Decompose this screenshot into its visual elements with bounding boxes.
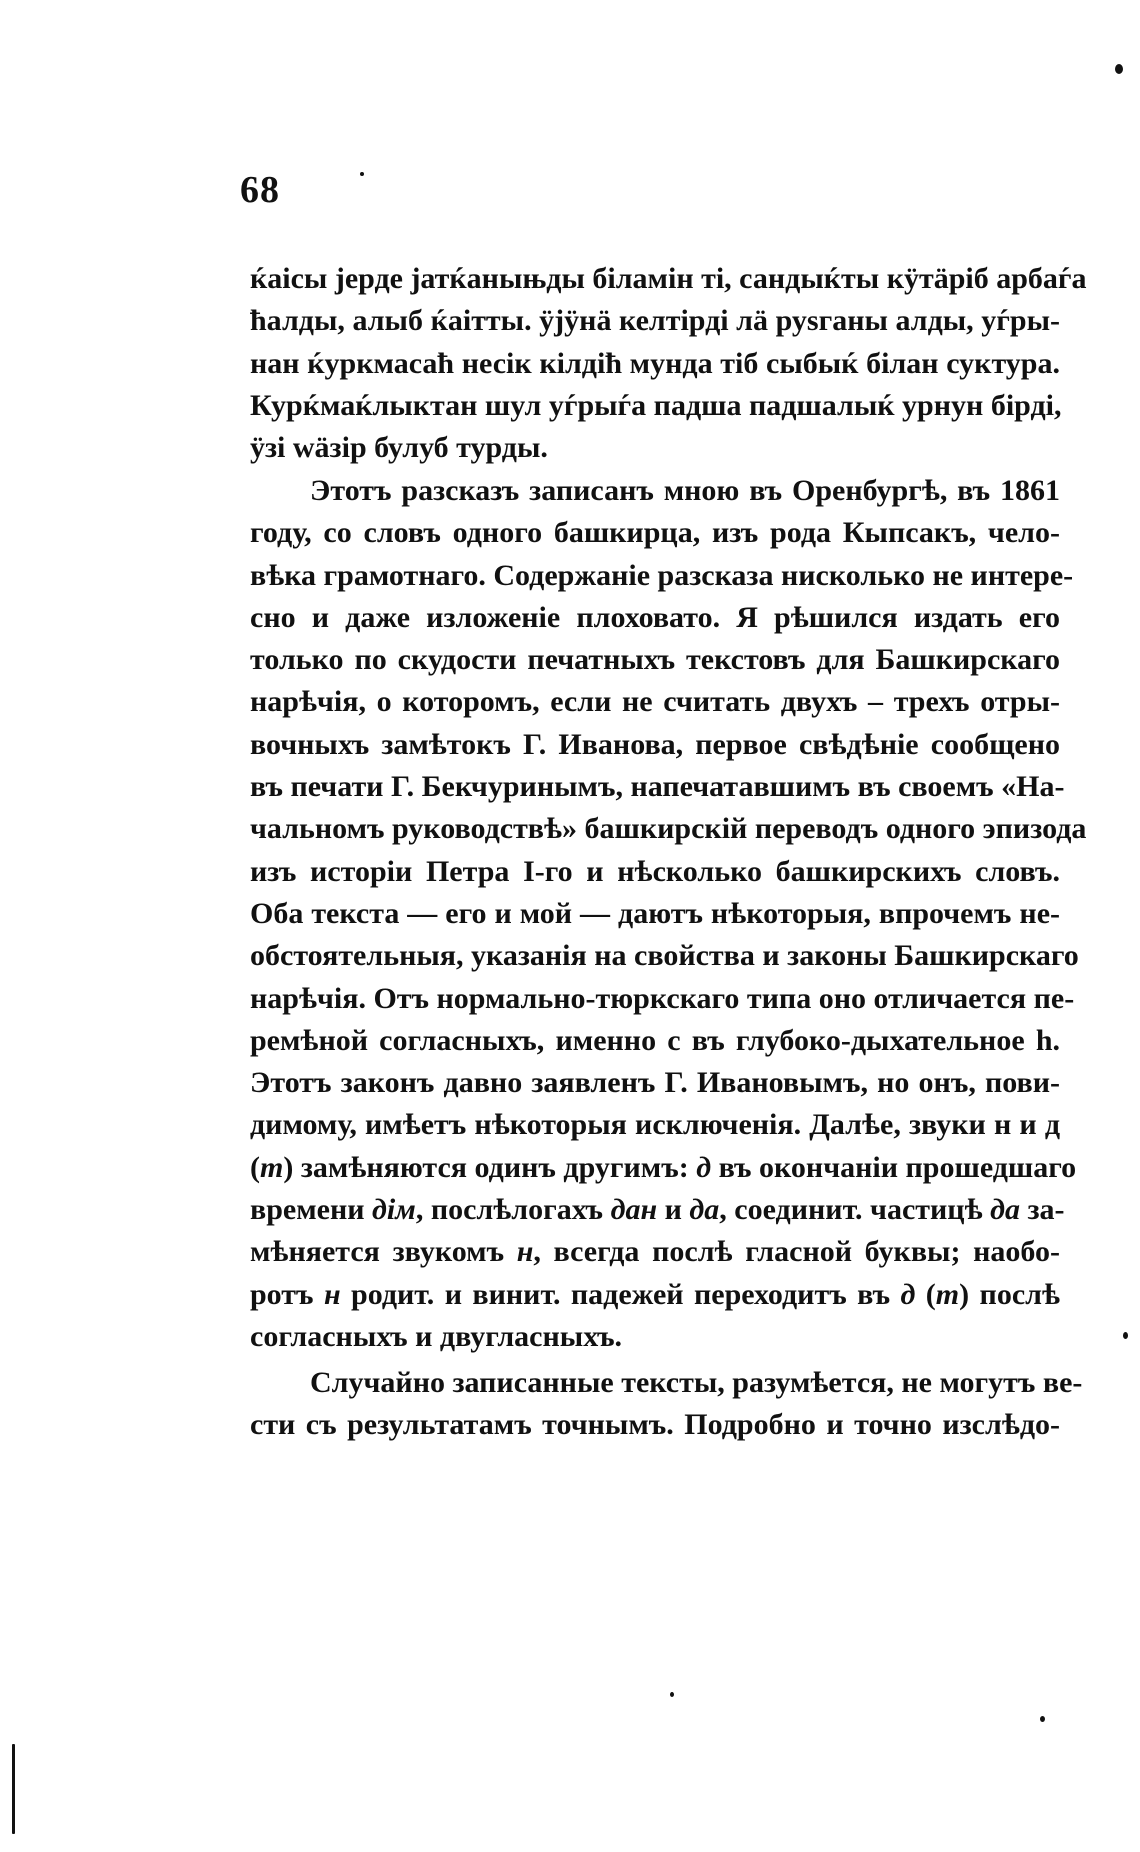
text-line: году, со словъ одного башкирца, изъ рода Кыпсакъ, чело-	[250, 516, 1060, 550]
paragraph-3	[250, 1362, 1083, 1447]
text-line: ќаісы јерде јатќаныњды біламін ті, сандыќты кӱтӓріб арбаѓа	[250, 262, 1087, 295]
italic-letter: н	[323, 1277, 341, 1311]
text-span: , соединит. частицѣ	[719, 1193, 991, 1227]
text-line: димому, имѣетъ нѣкоторыя исключенія. Далѣе, звуки н и д	[250, 1108, 1060, 1142]
text-span: , всегда послѣ гласной буквы; наобо-	[533, 1235, 1060, 1269]
italic-letter: т	[260, 1150, 284, 1184]
text-line: Случайно записанные тексты, разумѣется, не могутъ ве-	[310, 1366, 1083, 1399]
italic-word: дім	[372, 1193, 416, 1227]
text-line: вѣка грамотнаго. Содержаніе разсказа нисколько не интере-	[250, 558, 1074, 592]
text-line: Этотъ законъ давно заявленъ Г. Ивановымъ, но онъ, пови-	[250, 1066, 1060, 1100]
text-span: ) послѣ	[959, 1277, 1060, 1311]
text-line: чальномъ руководствѣ» башкирскій переводъ одного эпизода	[250, 812, 1087, 846]
text-line: ӱзі wӓзір булуб турды.	[250, 431, 548, 465]
text-span: и	[657, 1193, 690, 1227]
text-span: , послѣлогахъ	[415, 1193, 611, 1227]
italic-letter: т	[935, 1277, 960, 1311]
text-span: (	[250, 1150, 260, 1184]
text-line: вочныхъ замѣтокъ Г. Иванова, первое свѣдѣніе сообщено	[250, 727, 1060, 761]
italic-word: да	[689, 1193, 720, 1227]
text-line: согласныхъ и двугласныхъ.	[250, 1319, 623, 1353]
text-line: обстоятельныя, указанія на свойства и законы Башкирскаго	[250, 939, 1079, 973]
text-span: времени	[250, 1193, 373, 1227]
text-line: только по скудости печатныхъ текстовъ для Башкирскаго	[250, 643, 1060, 677]
page-number: 68	[240, 169, 280, 211]
italic-word: да	[990, 1193, 1020, 1227]
text-line: ћалды, алыб ќаітты. ӱјӱнӓ келтірді лӓ руѕганы алды, уѓры-	[250, 304, 1060, 338]
text-span: ) замѣняются одинъ другимъ:	[283, 1150, 697, 1184]
italic-word: дан	[610, 1193, 658, 1227]
text-span: родит. и винит. падежей переходитъ въ	[340, 1277, 901, 1311]
text-line: въ печати Г. Бекчуринымъ, напечатавшимъ въ своемъ «На-	[250, 770, 1065, 804]
text-line: Курќмаќлыктан шул уѓрыѓа падша падшалыќ урнун бірді,	[250, 388, 1062, 422]
paragraph-1	[250, 258, 1087, 469]
italic-letter: н	[516, 1235, 534, 1269]
text-line: Этотъ разсказъ записанъ мною въ Оренбургѣ, въ 1861	[310, 474, 1060, 507]
scan-mark	[12, 1744, 15, 1834]
text-line	[250, 1189, 1065, 1231]
text-line	[250, 1147, 1077, 1189]
scan-mark	[670, 1692, 674, 1697]
text-line: нарѣчія. Отъ нормально-тюркскаго типа оно отличается пе-	[250, 981, 1075, 1015]
text-span: за-	[1019, 1193, 1065, 1227]
text-span: ротъ	[250, 1277, 324, 1311]
paragraph-2	[250, 470, 1087, 1358]
italic-letter: д	[696, 1150, 712, 1184]
text-line	[250, 1231, 1060, 1273]
text-line	[250, 1274, 1060, 1316]
scan-mark	[1123, 1332, 1128, 1339]
text-line: нан ќуркмасаћ несік кілдіћ мунда тіб сыбыќ білан суктура.	[250, 346, 1060, 380]
text-line: ремѣной согласныхъ, именно с въ глубоко-дыхательное h.	[250, 1023, 1060, 1057]
text-span: (	[915, 1277, 936, 1311]
scan-mark	[1040, 1716, 1045, 1722]
text-line: изъ исторіи Петра I-го и нѣсколько башкирскихъ словъ.	[250, 854, 1060, 888]
text-line: нарѣчія, о которомъ, если не считать двухъ – трехъ отры-	[250, 685, 1060, 719]
scan-mark	[360, 172, 364, 176]
text-line: сти съ результатамъ точнымъ. Подробно и точно изслѣдо-	[250, 1408, 1060, 1442]
text-line: Оба текста — его и мой — даютъ нѣкоторыя, впрочемъ не-	[250, 896, 1060, 930]
text-line: сно и даже изложеніе плоховато. Я рѣшился издать его	[250, 600, 1060, 634]
text-span: мѣняется звукомъ	[250, 1235, 517, 1269]
text-span: въ окончаніи прошедшаго	[711, 1150, 1077, 1184]
italic-letter: д	[900, 1277, 916, 1311]
scan-mark	[1115, 64, 1123, 74]
